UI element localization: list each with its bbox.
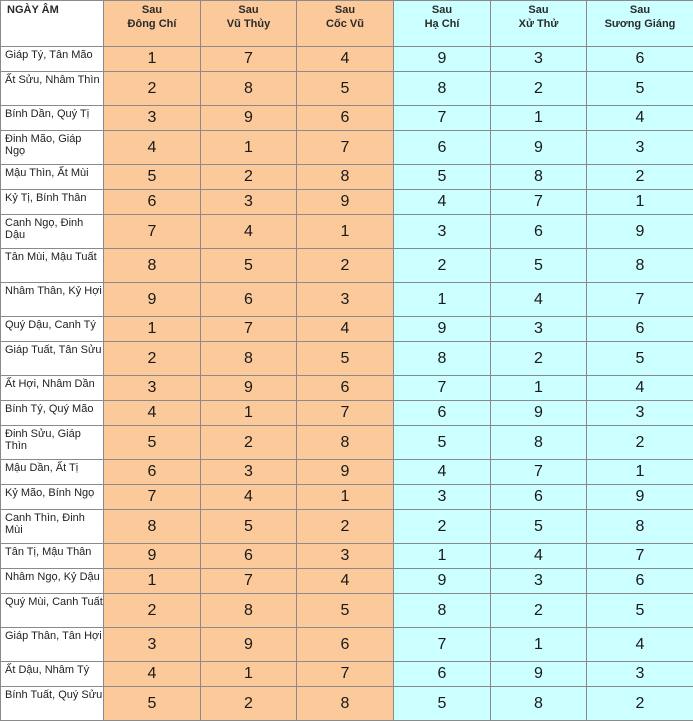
value-cell: 8 [201,342,297,376]
value-cell: 1 [491,628,587,662]
value-cell: 7 [394,106,491,131]
lunar-day-name: Nhâm Thân, Kỷ Hợi [1,283,104,317]
lunar-day-name: Tân Tị, Mậu Thân [1,544,104,569]
table-row [1,401,693,426]
value-cell: 1 [491,376,587,401]
value-cell: 1 [201,662,297,687]
value-cell: 5 [104,426,201,460]
value-cell: 2 [104,594,201,628]
value-cell: 5 [104,165,201,190]
value-cell: 3 [201,190,297,215]
value-cell: 1 [394,283,491,317]
value-cell: 4 [297,317,394,342]
header-line-2: Đông Chí [104,17,200,31]
value-cell: 3 [394,485,491,510]
lunar-day-name: Ất Dậu, Nhâm Tý [1,662,104,687]
value-cell: 2 [587,426,693,460]
lunar-day-name: Mậu Thìn, Ất Mùi [1,165,104,190]
table-row [1,569,693,594]
header-line-1: Sau [587,3,693,17]
header-after-vu-thuy [201,1,297,47]
value-cell: 3 [587,662,693,687]
value-cell: 7 [297,131,394,165]
header-line-2: Sương Giáng [587,17,693,31]
lunar-day-name: Mậu Dần, Ất Tị [1,460,104,485]
value-cell: 1 [201,131,297,165]
header-lunar-day [1,1,104,47]
value-cell: 2 [394,249,491,283]
value-cell: 9 [297,460,394,485]
value-cell: 4 [104,131,201,165]
value-cell: 8 [491,426,587,460]
table-row [1,485,693,510]
value-cell: 8 [297,687,394,721]
value-cell: 7 [491,190,587,215]
value-cell: 6 [201,283,297,317]
value-cell: 1 [587,460,693,485]
value-cell: 2 [491,594,587,628]
value-cell: 7 [587,283,693,317]
value-cell: 5 [587,72,693,106]
header-line-1: Sau [201,3,296,17]
value-cell: 2 [201,687,297,721]
value-cell: 4 [297,47,394,72]
lunar-day-name: Tân Mùi, Mậu Tuất [1,249,104,283]
lunar-day-name: Bính Tuất, Quý Sửu [1,687,104,721]
value-cell: 5 [201,249,297,283]
value-cell: 2 [297,510,394,544]
lunar-day-name: Quý Mùi, Canh Tuất [1,594,104,628]
value-cell: 3 [491,47,587,72]
value-cell: 2 [587,687,693,721]
value-cell: 1 [394,544,491,569]
value-cell: 8 [104,510,201,544]
value-cell: 4 [587,628,693,662]
value-cell: 3 [201,460,297,485]
table-row [1,628,693,662]
value-cell: 8 [394,594,491,628]
value-cell: 4 [201,215,297,249]
header-line-1: Sau [394,3,490,17]
value-cell: 5 [587,594,693,628]
value-cell: 6 [104,460,201,485]
value-cell: 7 [297,662,394,687]
value-cell: 7 [104,485,201,510]
value-cell: 6 [394,401,491,426]
value-cell: 7 [201,47,297,72]
value-cell: 7 [587,544,693,569]
value-cell: 4 [587,376,693,401]
value-cell: 2 [394,510,491,544]
value-cell: 6 [587,317,693,342]
header-row [1,1,693,47]
lunar-day-name: Canh Ngọ, Đinh Dậu [1,215,104,249]
value-cell: 9 [201,628,297,662]
table-row [1,131,693,165]
lunar-day-name: Đinh Mão, Giáp Ngọ [1,131,104,165]
value-cell: 5 [394,687,491,721]
value-cell: 8 [104,249,201,283]
value-cell: 8 [394,72,491,106]
value-cell: 1 [491,106,587,131]
value-cell: 8 [297,165,394,190]
value-cell: 8 [491,165,587,190]
lunar-day-name: Giáp Tuất, Tân Sửu [1,342,104,376]
value-cell: 8 [201,594,297,628]
table-row [1,510,693,544]
value-cell: 8 [201,72,297,106]
value-cell: 1 [297,485,394,510]
value-cell: 1 [104,317,201,342]
header-after-ha-chi [394,1,491,47]
value-cell: 6 [297,106,394,131]
value-cell: 9 [394,569,491,594]
header-line-2: Vũ Thủy [201,17,296,31]
value-cell: 1 [104,569,201,594]
value-cell: 3 [394,215,491,249]
value-cell: 4 [587,106,693,131]
header-after-suong-giang [587,1,693,47]
value-cell: 8 [394,342,491,376]
value-cell: 6 [587,569,693,594]
lunar-day-name: Ất Sửu, Nhâm Thìn [1,72,104,106]
value-cell: 8 [297,426,394,460]
value-cell: 5 [491,510,587,544]
value-cell: 8 [587,249,693,283]
value-cell: 6 [297,376,394,401]
value-cell: 9 [491,401,587,426]
lunar-day-name: Giáp Tý, Tân Mão [1,47,104,72]
value-cell: 9 [587,485,693,510]
value-cell: 2 [297,249,394,283]
value-cell: 5 [587,342,693,376]
table-row [1,283,693,317]
header-line-2: Cốc Vũ [297,17,393,31]
lunar-day-name: Kỷ Tị, Bính Thân [1,190,104,215]
value-cell: 6 [394,131,491,165]
table-row [1,249,693,283]
value-cell: 6 [104,190,201,215]
value-cell: 9 [104,544,201,569]
header-line-1: NGÀY ÂM [7,3,103,17]
value-cell: 5 [201,510,297,544]
value-cell: 4 [104,662,201,687]
value-cell: 2 [587,165,693,190]
header-line-1: Sau [104,3,200,17]
value-cell: 9 [201,376,297,401]
value-cell: 2 [201,165,297,190]
table-row [1,662,693,687]
lunar-day-name: Bính Dần, Quý Tị [1,106,104,131]
value-cell: 9 [394,47,491,72]
value-cell: 9 [491,131,587,165]
value-cell: 5 [297,342,394,376]
value-cell: 9 [297,190,394,215]
value-cell: 9 [104,283,201,317]
value-cell: 9 [394,317,491,342]
table-row [1,215,693,249]
lunar-day-name: Đinh Sửu, Giáp Thìn [1,426,104,460]
value-cell: 4 [104,401,201,426]
table-row [1,106,693,131]
table-row [1,342,693,376]
table-row [1,165,693,190]
table-row [1,687,693,721]
header-line-2: Xử Thử [491,17,586,31]
header-line-1: Sau [297,3,393,17]
value-cell: 9 [587,215,693,249]
value-cell: 2 [104,72,201,106]
table-row [1,426,693,460]
value-cell: 2 [201,426,297,460]
lunar-day-name: Quý Dậu, Canh Tý [1,317,104,342]
value-cell: 4 [491,283,587,317]
value-cell: 3 [104,106,201,131]
value-cell: 5 [394,165,491,190]
lunar-day-name: Bính Tý, Quý Mão [1,401,104,426]
value-cell: 8 [491,687,587,721]
lunar-day-name: Ất Hợi, Nhâm Dần [1,376,104,401]
value-cell: 1 [297,215,394,249]
value-cell: 1 [104,47,201,72]
value-cell: 7 [394,628,491,662]
lunar-day-name: Nhâm Ngọ, Kỷ Dậu [1,569,104,594]
value-cell: 2 [104,342,201,376]
value-cell: 6 [297,628,394,662]
table-row [1,72,693,106]
table-row [1,544,693,569]
value-cell: 3 [587,401,693,426]
value-cell: 5 [297,72,394,106]
value-cell: 3 [491,569,587,594]
value-cell: 5 [104,687,201,721]
table-row [1,190,693,215]
value-cell: 7 [104,215,201,249]
value-cell: 4 [297,569,394,594]
header-after-coc-vu [297,1,394,47]
value-cell: 7 [491,460,587,485]
value-cell: 9 [201,106,297,131]
value-cell: 5 [297,594,394,628]
value-cell: 4 [394,190,491,215]
table-row [1,594,693,628]
value-cell: 5 [394,426,491,460]
value-cell: 6 [394,662,491,687]
value-cell: 7 [201,317,297,342]
value-cell: 5 [491,249,587,283]
value-cell: 1 [587,190,693,215]
value-cell: 6 [201,544,297,569]
lunar-day-name: Giáp Thân, Tân Hợi [1,628,104,662]
value-cell: 8 [587,510,693,544]
table-row [1,460,693,485]
header-line-2: Hạ Chí [394,17,490,31]
value-cell: 6 [587,47,693,72]
value-cell: 1 [201,401,297,426]
table-row [1,317,693,342]
value-cell: 3 [491,317,587,342]
value-cell: 9 [491,662,587,687]
value-cell: 4 [394,460,491,485]
value-cell: 3 [104,376,201,401]
value-cell: 6 [491,215,587,249]
value-cell: 3 [587,131,693,165]
value-cell: 4 [491,544,587,569]
value-cell: 6 [491,485,587,510]
value-cell: 3 [104,628,201,662]
value-cell: 2 [491,72,587,106]
header-after-dong-chi [104,1,201,47]
value-cell: 7 [394,376,491,401]
value-cell: 4 [201,485,297,510]
value-cell: 2 [491,342,587,376]
value-cell: 3 [297,283,394,317]
table-row [1,376,693,401]
value-cell: 3 [297,544,394,569]
table-row [1,47,693,72]
header-after-xu-thu [491,1,587,47]
lunar-day-name: Kỷ Mão, Bính Ngọ [1,485,104,510]
header-line-1: Sau [491,3,586,17]
value-cell: 7 [201,569,297,594]
value-cell: 7 [297,401,394,426]
lunar-day-name: Canh Thìn, Đinh Mùi [1,510,104,544]
